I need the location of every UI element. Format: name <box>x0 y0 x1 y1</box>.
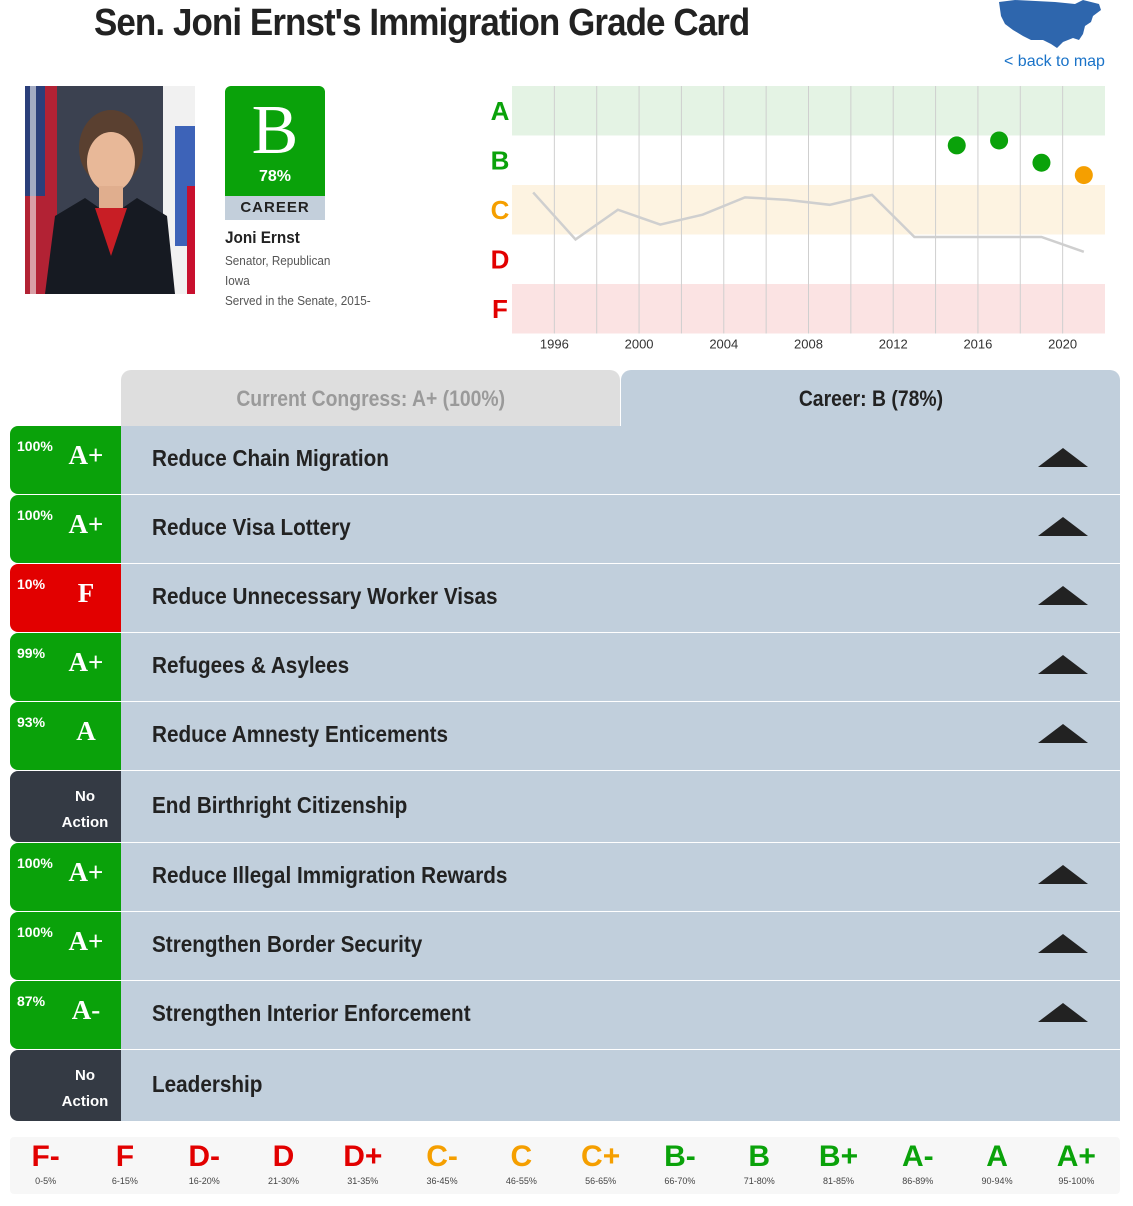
grade-legend <box>10 1137 1120 1194</box>
legend-grade: C <box>510 1140 533 1173</box>
category-grade: A+ <box>68 857 104 887</box>
legend-range: 81-85% <box>822 1176 855 1186</box>
category-row[interactable] <box>10 981 1120 1049</box>
category-body <box>121 912 1120 981</box>
category-grade: A+ <box>68 926 104 956</box>
legend-range: 56-65% <box>585 1176 617 1186</box>
expand-caret-icon[interactable] <box>1038 655 1088 674</box>
category-body <box>121 843 1120 912</box>
senator-role: Senator, Republican <box>225 253 331 268</box>
no-action-line-1: No <box>75 788 95 805</box>
grade-axis-label-d: D <box>490 244 510 275</box>
legend-grade: B+ <box>818 1140 859 1173</box>
category-body <box>121 1050 1120 1122</box>
legend-grade: D- <box>188 1140 221 1173</box>
category-row[interactable] <box>10 426 1120 494</box>
legend-item <box>323 1137 403 1186</box>
category-row[interactable] <box>10 771 1120 842</box>
grade-axis-label-b: B <box>490 145 510 176</box>
legend-range: 6-15% <box>111 1176 138 1186</box>
senator-name: Joni Ernst <box>225 228 300 247</box>
category-label: Refugees & Asylees <box>152 652 350 678</box>
legend-item <box>85 1137 165 1186</box>
grade-axis-label-c: C <box>490 195 510 225</box>
category-percent: 100% <box>17 924 53 940</box>
category-percent: 99% <box>17 645 46 661</box>
category-body <box>121 702 1120 771</box>
category-label: Reduce Chain Migration <box>152 445 389 471</box>
category-row[interactable] <box>10 702 1120 770</box>
senator-info <box>225 228 387 308</box>
legend-range: 86-89% <box>902 1176 934 1186</box>
x-tick-label: 2020 <box>1048 336 1078 352</box>
legend-item <box>561 1137 641 1186</box>
legend-item <box>1036 1137 1116 1186</box>
legend-grade: F- <box>31 1140 60 1173</box>
legend-grade: D <box>272 1140 295 1173</box>
legend-range: 16-20% <box>188 1176 220 1186</box>
grade-axis-label-f: F <box>492 294 508 324</box>
category-grade-badge <box>10 843 121 911</box>
category-grade-badge <box>10 495 121 563</box>
category-grade-badge <box>10 702 121 770</box>
legend-range: 46-55% <box>505 1176 537 1186</box>
no-action-line-2: Action <box>61 814 109 831</box>
legend-range: 95-100% <box>1058 1176 1095 1186</box>
grade-axis-label-a: A <box>490 96 510 126</box>
category-row[interactable] <box>10 843 1120 911</box>
legend-grade: A+ <box>1056 1140 1096 1173</box>
no-action-line-1: No <box>75 1067 95 1084</box>
expand-caret-icon[interactable] <box>1038 586 1088 605</box>
legend-range: 71-80% <box>743 1176 775 1186</box>
grade-point-2019[interactable] <box>1032 154 1050 172</box>
category-label: Reduce Unnecessary Worker Visas <box>152 583 498 609</box>
x-tick-label: 2004 <box>709 336 739 352</box>
category-row[interactable] <box>10 912 1120 980</box>
senator-state: Iowa <box>225 273 250 288</box>
category-label: Reduce Amnesty Enticements <box>152 721 449 747</box>
category-body <box>121 981 1120 1050</box>
category-grade-badge <box>10 981 121 1049</box>
no-action-text <box>55 784 115 836</box>
legend-range: 31-35% <box>347 1176 379 1186</box>
legend-grade: C- <box>426 1140 458 1173</box>
grade-history-chart <box>480 80 1120 360</box>
legend-item <box>799 1137 879 1186</box>
back-to-map-link[interactable]: < back to map <box>1004 53 1105 70</box>
category-label: Strengthen Border Security <box>152 931 423 957</box>
expand-caret-icon[interactable] <box>1038 1003 1088 1022</box>
category-label: Reduce Illegal Immigration Rewards <box>152 862 508 888</box>
category-percent: 100% <box>17 438 53 454</box>
legend-range: 90-94% <box>981 1176 1013 1186</box>
x-tick-label: 2012 <box>878 336 908 352</box>
legend-item <box>402 1137 482 1186</box>
legend-item <box>719 1137 799 1186</box>
no-action-text <box>55 1063 115 1115</box>
legend-grade: A <box>986 1140 1008 1173</box>
category-row[interactable] <box>10 495 1120 563</box>
page-title: Sen. Joni Ernst's Immigration Grade Card <box>94 2 750 44</box>
legend-item <box>640 1137 720 1186</box>
category-body <box>121 495 1120 564</box>
career-grade-box <box>225 86 325 220</box>
category-grade: A+ <box>68 440 104 470</box>
no-action-line-2: Action <box>61 1093 109 1110</box>
expand-caret-icon[interactable] <box>1038 724 1088 743</box>
career-grade-letter: B <box>251 92 299 169</box>
legend-grade: B- <box>664 1140 696 1173</box>
category-grade: A- <box>71 995 101 1025</box>
tab-current-congress[interactable]: Current Congress: A+ (100%) <box>121 370 620 426</box>
legend-range: 36-45% <box>426 1176 458 1186</box>
legend-item <box>244 1137 324 1186</box>
category-grade-badge <box>10 1050 121 1121</box>
us-map-icon[interactable] <box>995 0 1103 50</box>
expand-caret-icon[interactable] <box>1038 448 1088 467</box>
x-tick-label: 2000 <box>624 336 654 352</box>
category-body <box>121 633 1120 702</box>
legend-range: 21-30% <box>267 1176 300 1186</box>
x-tick-label: 1996 <box>539 336 569 352</box>
career-grade-percent: 78% <box>258 168 292 185</box>
legend-range: 66-70% <box>664 1176 696 1186</box>
category-grade-badge <box>10 771 121 842</box>
legend-item <box>6 1137 86 1186</box>
expand-caret-icon[interactable] <box>1038 517 1088 536</box>
category-percent: 87% <box>17 993 46 1009</box>
legend-item <box>164 1137 244 1186</box>
legend-grade: F <box>115 1140 135 1173</box>
expand-caret-icon[interactable] <box>1038 934 1088 953</box>
category-grade: A <box>76 716 96 746</box>
legend-range: 0-5% <box>35 1176 57 1186</box>
legend-grade: A- <box>901 1140 934 1173</box>
category-grade-badge <box>10 633 121 701</box>
x-tick-label: 2008 <box>794 336 823 352</box>
category-body <box>121 564 1120 633</box>
category-grade: A+ <box>68 509 104 539</box>
legend-grade: D+ <box>343 1140 383 1173</box>
senator-service: Served in the Senate, 2015- <box>225 293 371 308</box>
tab-career[interactable]: Career: B (78%) <box>621 370 1120 426</box>
category-label: Reduce Visa Lottery <box>152 514 351 540</box>
legend-item <box>878 1137 958 1186</box>
category-body <box>121 771 1120 843</box>
category-percent: 100% <box>17 855 53 871</box>
legend-grade: C+ <box>581 1140 621 1173</box>
category-row[interactable] <box>10 564 1120 632</box>
category-label: Strengthen Interior Enforcement <box>152 1000 471 1026</box>
x-tick-label: 2016 <box>963 336 993 352</box>
category-row[interactable] <box>10 633 1120 701</box>
category-grade-badge <box>10 426 121 494</box>
grade-tabs <box>121 370 1120 426</box>
legend-item <box>957 1137 1037 1186</box>
career-grade-caption: CAREER <box>225 196 325 220</box>
category-body <box>121 426 1120 495</box>
legend-grade: B <box>748 1140 771 1173</box>
category-label: Leadership <box>152 1070 263 1097</box>
category-row[interactable] <box>10 1050 1120 1121</box>
category-grade-badge <box>10 912 121 980</box>
senator-photo <box>25 86 195 294</box>
grade-point-2017[interactable] <box>990 131 1008 149</box>
category-grade-badge <box>10 564 121 632</box>
expand-caret-icon[interactable] <box>1038 865 1088 884</box>
grade-point-2021[interactable] <box>1075 166 1093 184</box>
category-grade: A+ <box>68 647 104 677</box>
legend-item <box>481 1137 561 1186</box>
category-grade: F <box>77 578 95 608</box>
category-label: End Birthright Citizenship <box>152 791 408 818</box>
category-percent: 100% <box>17 507 53 523</box>
grade-point-2015[interactable] <box>948 136 966 154</box>
category-percent: 10% <box>17 576 46 592</box>
category-percent: 93% <box>17 714 46 730</box>
